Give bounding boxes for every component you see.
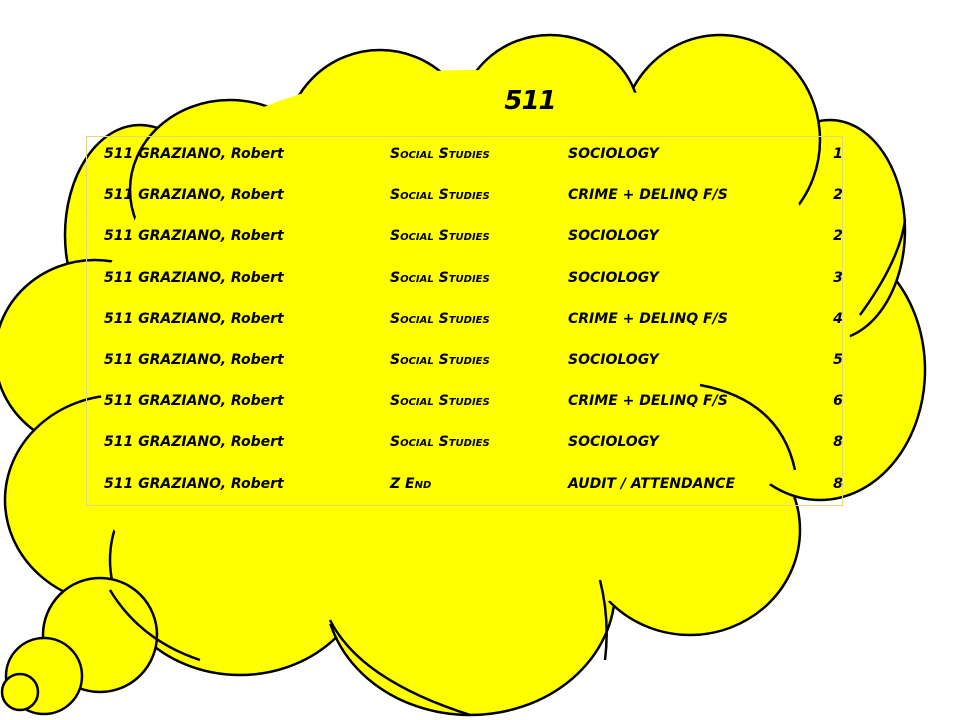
department: Social Studies bbox=[390, 434, 490, 451]
table-row bbox=[104, 393, 844, 415]
period-number: 3 bbox=[833, 269, 843, 286]
table-row bbox=[104, 228, 844, 250]
period-number: 8 bbox=[833, 475, 843, 492]
period-number: 8 bbox=[833, 434, 843, 451]
period-number: 4 bbox=[833, 310, 843, 327]
teacher-name: 511 GRAZIANO, Robert bbox=[104, 269, 284, 286]
course-name: AUDIT / ATTENDANCE bbox=[568, 475, 736, 492]
page-title: 511 bbox=[504, 86, 556, 116]
department: Social Studies bbox=[390, 310, 490, 327]
department: Social Studies bbox=[390, 393, 490, 410]
table-row bbox=[104, 146, 844, 168]
department: Social Studies bbox=[390, 269, 490, 286]
course-name: SOCIOLOGY bbox=[568, 228, 659, 245]
teacher-name: 511 GRAZIANO, Robert bbox=[104, 228, 284, 245]
teacher-name: 511 GRAZIANO, Robert bbox=[104, 393, 284, 410]
table-row bbox=[104, 270, 844, 292]
table-row bbox=[104, 311, 844, 333]
teacher-name: 511 GRAZIANO, Robert bbox=[104, 475, 284, 492]
department: Social Studies bbox=[390, 352, 490, 368]
teacher-name: 511 GRAZIANO, Robert bbox=[104, 146, 284, 162]
course-name: CRIME + DELINQ F/S bbox=[568, 187, 728, 204]
period-number: 2 bbox=[833, 187, 843, 204]
period-number: 5 bbox=[833, 352, 843, 368]
course-name: SOCIOLOGY bbox=[568, 352, 659, 368]
department: Social Studies bbox=[390, 187, 490, 204]
table-row bbox=[104, 352, 844, 374]
teacher-name: 511 GRAZIANO, Robert bbox=[104, 187, 284, 204]
course-name: SOCIOLOGY bbox=[568, 434, 659, 451]
department: Social Studies bbox=[390, 146, 490, 162]
course-name: CRIME + DELINQ F/S bbox=[568, 310, 728, 327]
department: Social Studies bbox=[390, 228, 490, 245]
period-number: 6 bbox=[833, 393, 843, 410]
course-name: CRIME + DELINQ F/S bbox=[568, 393, 728, 410]
period-number: 2 bbox=[833, 228, 843, 245]
course-name: SOCIOLOGY bbox=[568, 269, 659, 286]
teacher-name: 511 GRAZIANO, Robert bbox=[104, 352, 284, 368]
course-name: SOCIOLOGY bbox=[568, 146, 659, 162]
teacher-name: 511 GRAZIANO, Robert bbox=[104, 310, 284, 327]
teacher-name: 511 GRAZIANO, Robert bbox=[104, 434, 284, 451]
table-row bbox=[104, 434, 844, 456]
table-row bbox=[104, 476, 844, 498]
department: Z End bbox=[390, 475, 432, 492]
table-row bbox=[104, 187, 844, 209]
period-number: 1 bbox=[833, 146, 843, 162]
